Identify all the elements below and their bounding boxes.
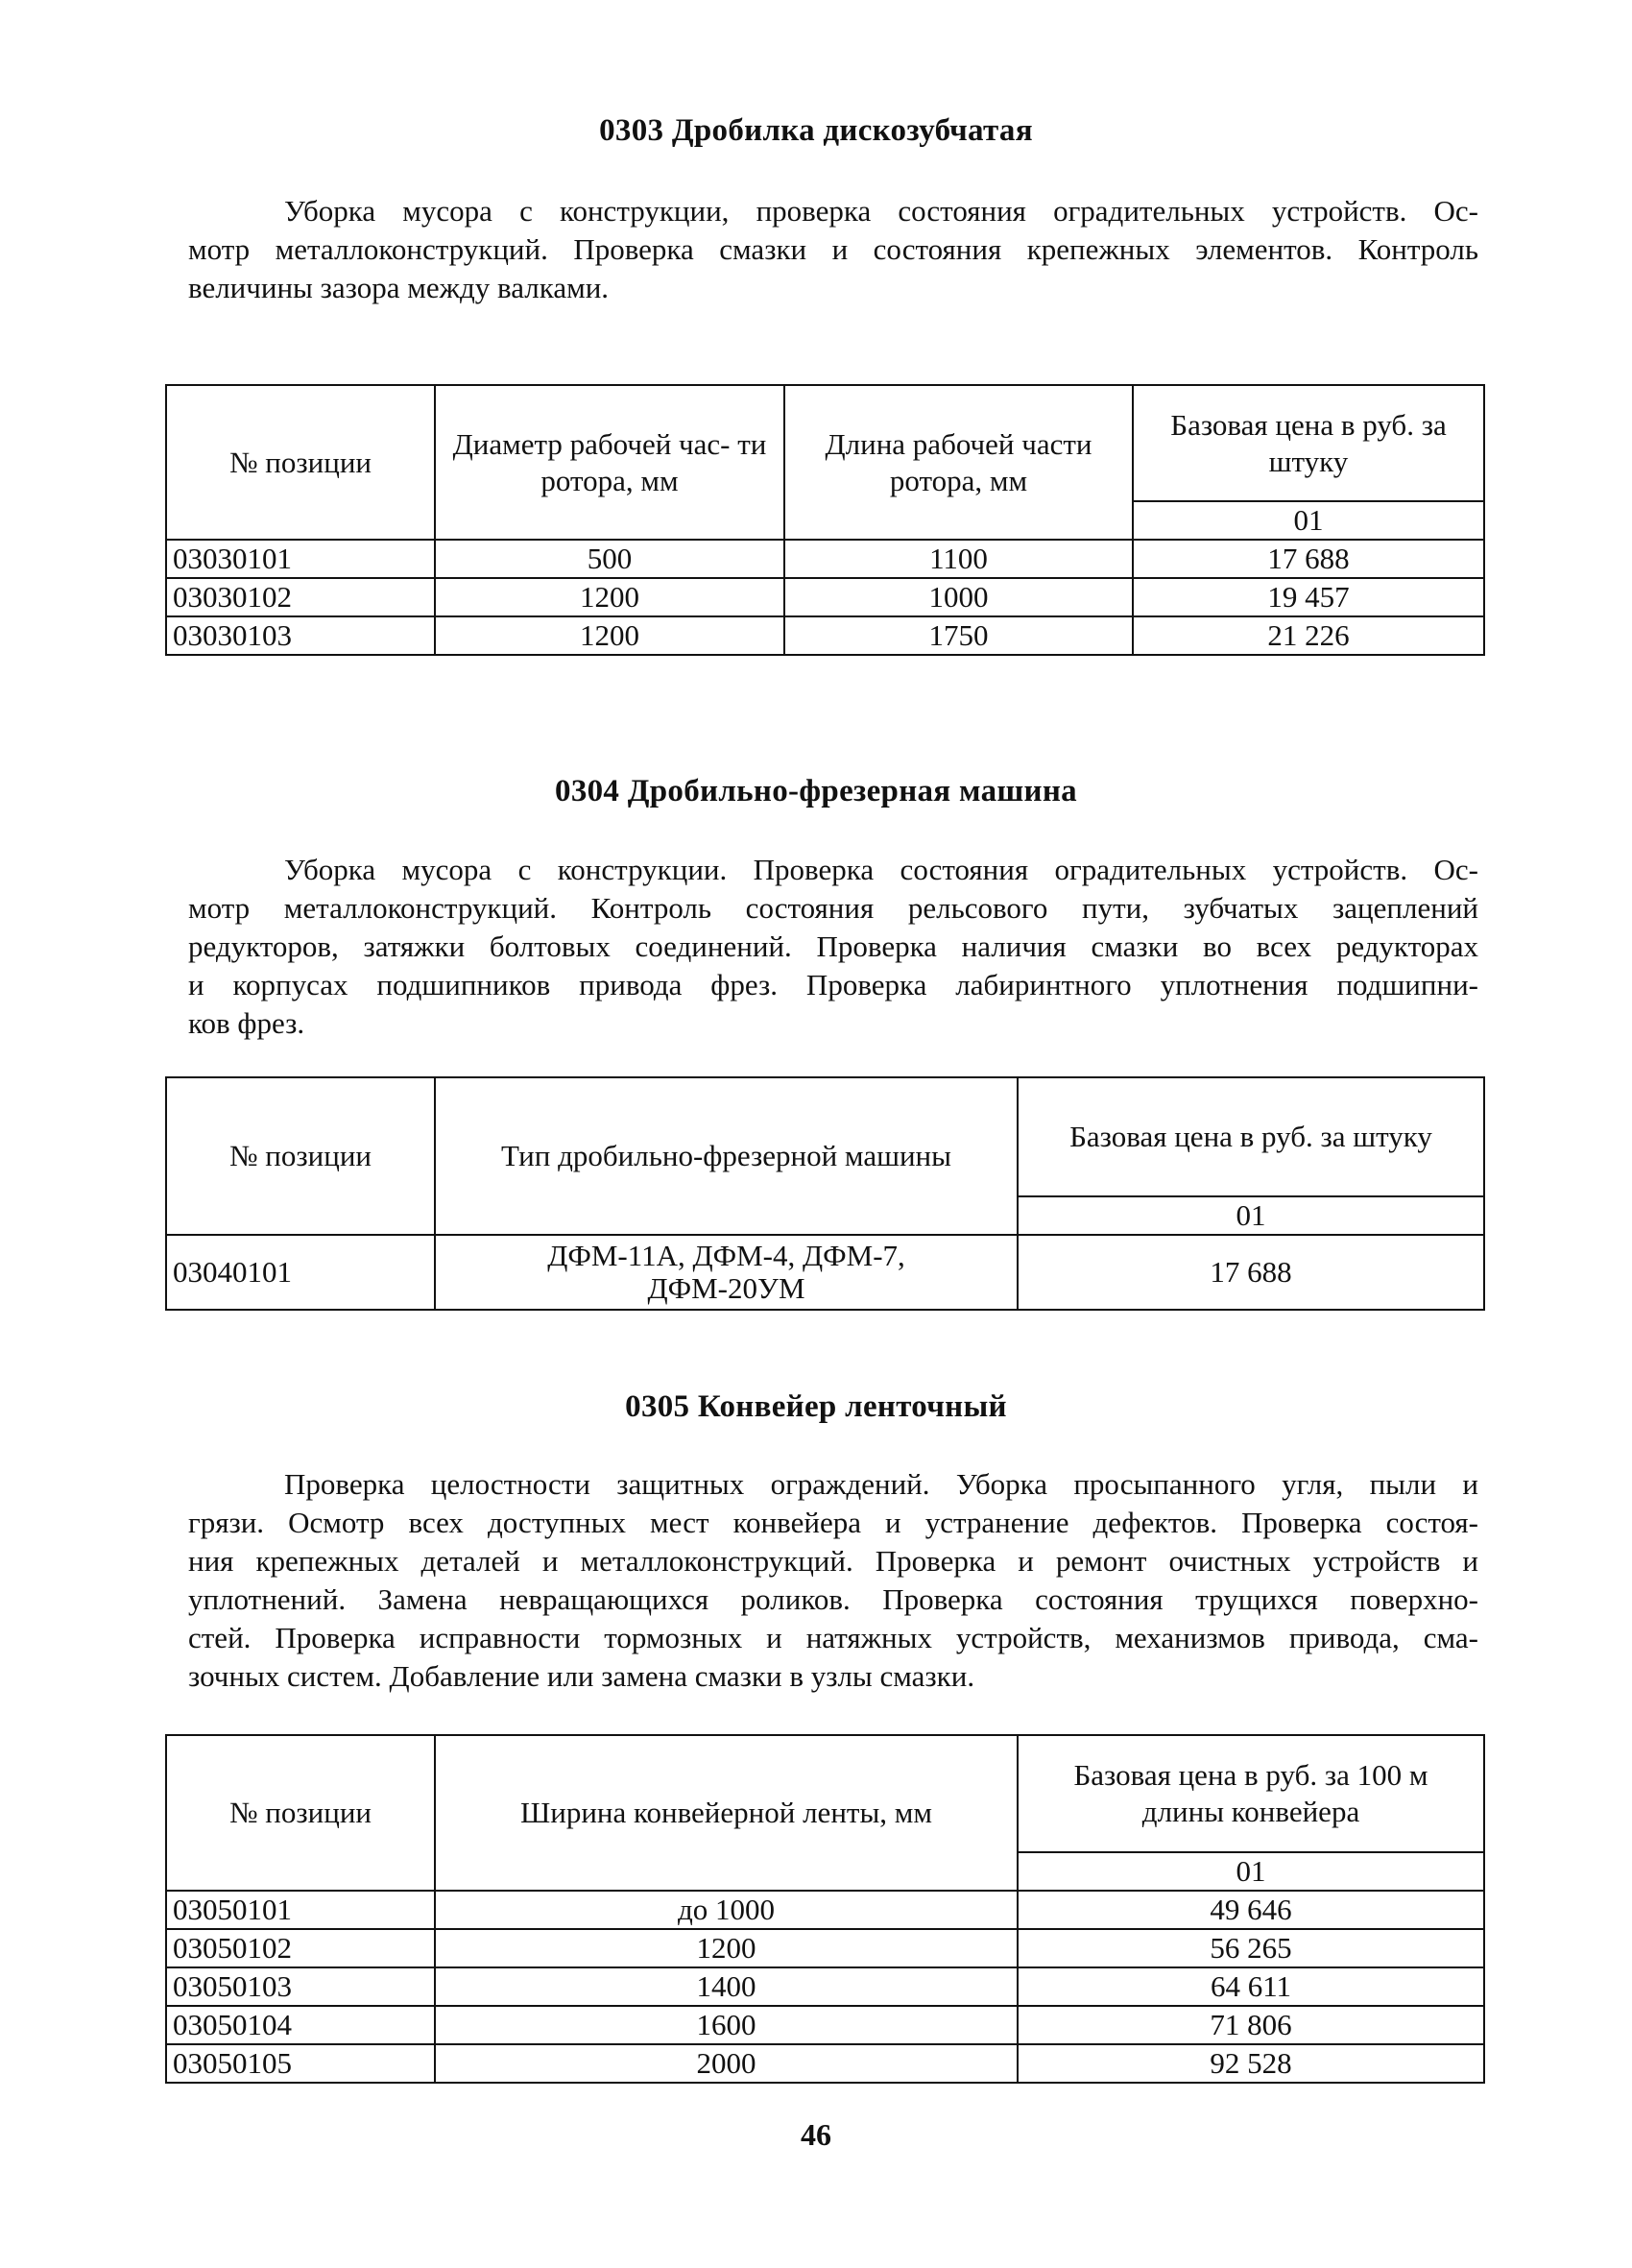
cell-price: 19 457 (1133, 578, 1484, 616)
column-header-position: № позиции (166, 1077, 435, 1235)
cell-belt-width: 2000 (435, 2044, 1018, 2083)
column-header-price: Базовая цена в руб. за штуку (1133, 385, 1484, 501)
cell-price: 49 646 (1018, 1891, 1484, 1929)
table-row (166, 1967, 1484, 2006)
cell-position: 03030101 (166, 540, 435, 578)
price-table-0305 (165, 1734, 1485, 2084)
paragraph-line: стей. Проверка исправности тормозных и натяжных устройств, механизмов привода, сма- (188, 1621, 1478, 1654)
price-table-0303 (165, 384, 1485, 656)
column-subheader-code: 01 (1018, 1196, 1484, 1235)
table-row (166, 1235, 1484, 1310)
table-row (166, 1891, 1484, 1929)
cell-diameter: 500 (435, 540, 784, 578)
page-number: 46 (801, 2117, 831, 2152)
table-row (166, 578, 1484, 616)
column-subheader-code: 01 (1133, 501, 1484, 540)
cell-position: 03050105 (166, 2044, 435, 2083)
paragraph-line: редукторов, затяжки болтовых соединений. Проверка наличия смазки во всех редукторах (188, 929, 1478, 963)
cell-diameter: 1200 (435, 578, 784, 616)
cell-length: 1100 (784, 540, 1133, 578)
paragraph-line: Уборка мусора с конструкции, проверка состояния оградительных устройств. Ос- (284, 194, 1478, 228)
cell-price: 17 688 (1018, 1235, 1484, 1310)
table-row (166, 2044, 1484, 2083)
section-description-0305 (188, 1465, 1478, 1696)
section-title-0303: 0303 Дробилка дискозубчатая (599, 113, 1033, 148)
cell-position: 03040101 (166, 1235, 435, 1310)
column-subheader-code: 01 (1018, 1852, 1484, 1891)
column-header-belt-width: Ширина конвейерной ленты, мм (435, 1735, 1018, 1891)
column-header-length: Длина рабочей части ротора, мм (784, 385, 1133, 540)
section-title-0305: 0305 Конвейер ленточный (625, 1389, 1007, 1424)
paragraph-line: мотр металлоконструкций. Контроль состояния рельсового пути, зубчатых зацеплений (188, 891, 1478, 925)
cell-price: 21 226 (1133, 616, 1484, 655)
price-table-0304 (165, 1076, 1485, 1311)
paragraph-line: ков фрез. (188, 1006, 305, 1040)
column-header-price: Базовая цена в руб. за 100 м длины конвейера (1018, 1735, 1484, 1852)
cell-position: 03030103 (166, 616, 435, 655)
cell-position: 03050104 (166, 2006, 435, 2044)
table-row (166, 616, 1484, 655)
cell-price: 92 528 (1018, 2044, 1484, 2083)
column-header-position: № позиции (166, 385, 435, 540)
paragraph-line: Проверка целостности защитных ограждений. Уборка просыпанного угля, пыли и (284, 1467, 1478, 1501)
cell-price: 64 611 (1018, 1967, 1484, 2006)
paragraph-line: уплотнений. Замена невращающихся роликов. Проверка состояния трущихся поверхно- (188, 1582, 1478, 1616)
cell-length: 1750 (784, 616, 1133, 655)
paragraph-line: ния крепежных деталей и металлоконструкций. Проверка и ремонт очистных устройств и (188, 1544, 1478, 1578)
section-title-0304: 0304 Дробильно-фрезерная машина (555, 774, 1077, 808)
cell-position: 03050103 (166, 1967, 435, 2006)
paragraph-line: и корпусах подшипников привода фрез. Проверка лабиринтного уплотнения подшипни- (188, 968, 1478, 1001)
column-header-machine-type: Тип дробильно-фрезерной машины (435, 1077, 1018, 1235)
paragraph-line: мотр металлоконструкций. Проверка смазки и состояния крепежных элементов. Контроль (188, 232, 1478, 266)
paragraph-line: зочных систем. Добавление или замена смазки в узлы смазки. (188, 1659, 975, 1693)
paragraph-line: величины зазора между валками. (188, 271, 610, 304)
cell-length: 1000 (784, 578, 1133, 616)
section-description-0303 (188, 192, 1478, 307)
column-header-price: Базовая цена в руб. за штуку (1018, 1077, 1484, 1196)
paragraph-line: Уборка мусора с конструкции. Проверка состояния оградительных устройств. Ос- (284, 853, 1478, 886)
cell-price: 56 265 (1018, 1929, 1484, 1967)
table-row (166, 1929, 1484, 1967)
cell-price: 17 688 (1133, 540, 1484, 578)
cell-belt-width: до 1000 (435, 1891, 1018, 1929)
table-row (166, 2006, 1484, 2044)
cell-position: 03050102 (166, 1929, 435, 1967)
cell-belt-width: 1400 (435, 1967, 1018, 2006)
cell-belt-width: 1600 (435, 2006, 1018, 2044)
cell-diameter: 1200 (435, 616, 784, 655)
paragraph-line: грязи. Осмотр всех доступных мест конвейера и устранение дефектов. Проверка состоя- (188, 1506, 1478, 1539)
column-header-position: № позиции (166, 1735, 435, 1891)
cell-machine-type: ДФМ-11А, ДФМ-4, ДФМ-7, ДФМ-20УМ (435, 1235, 1018, 1310)
cell-belt-width: 1200 (435, 1929, 1018, 1967)
table-row (166, 540, 1484, 578)
cell-price: 71 806 (1018, 2006, 1484, 2044)
cell-position: 03050101 (166, 1891, 435, 1929)
column-header-diameter: Диаметр рабочей час- ти ротора, мм (435, 385, 784, 540)
section-description-0304 (188, 851, 1478, 1043)
cell-position: 03030102 (166, 578, 435, 616)
